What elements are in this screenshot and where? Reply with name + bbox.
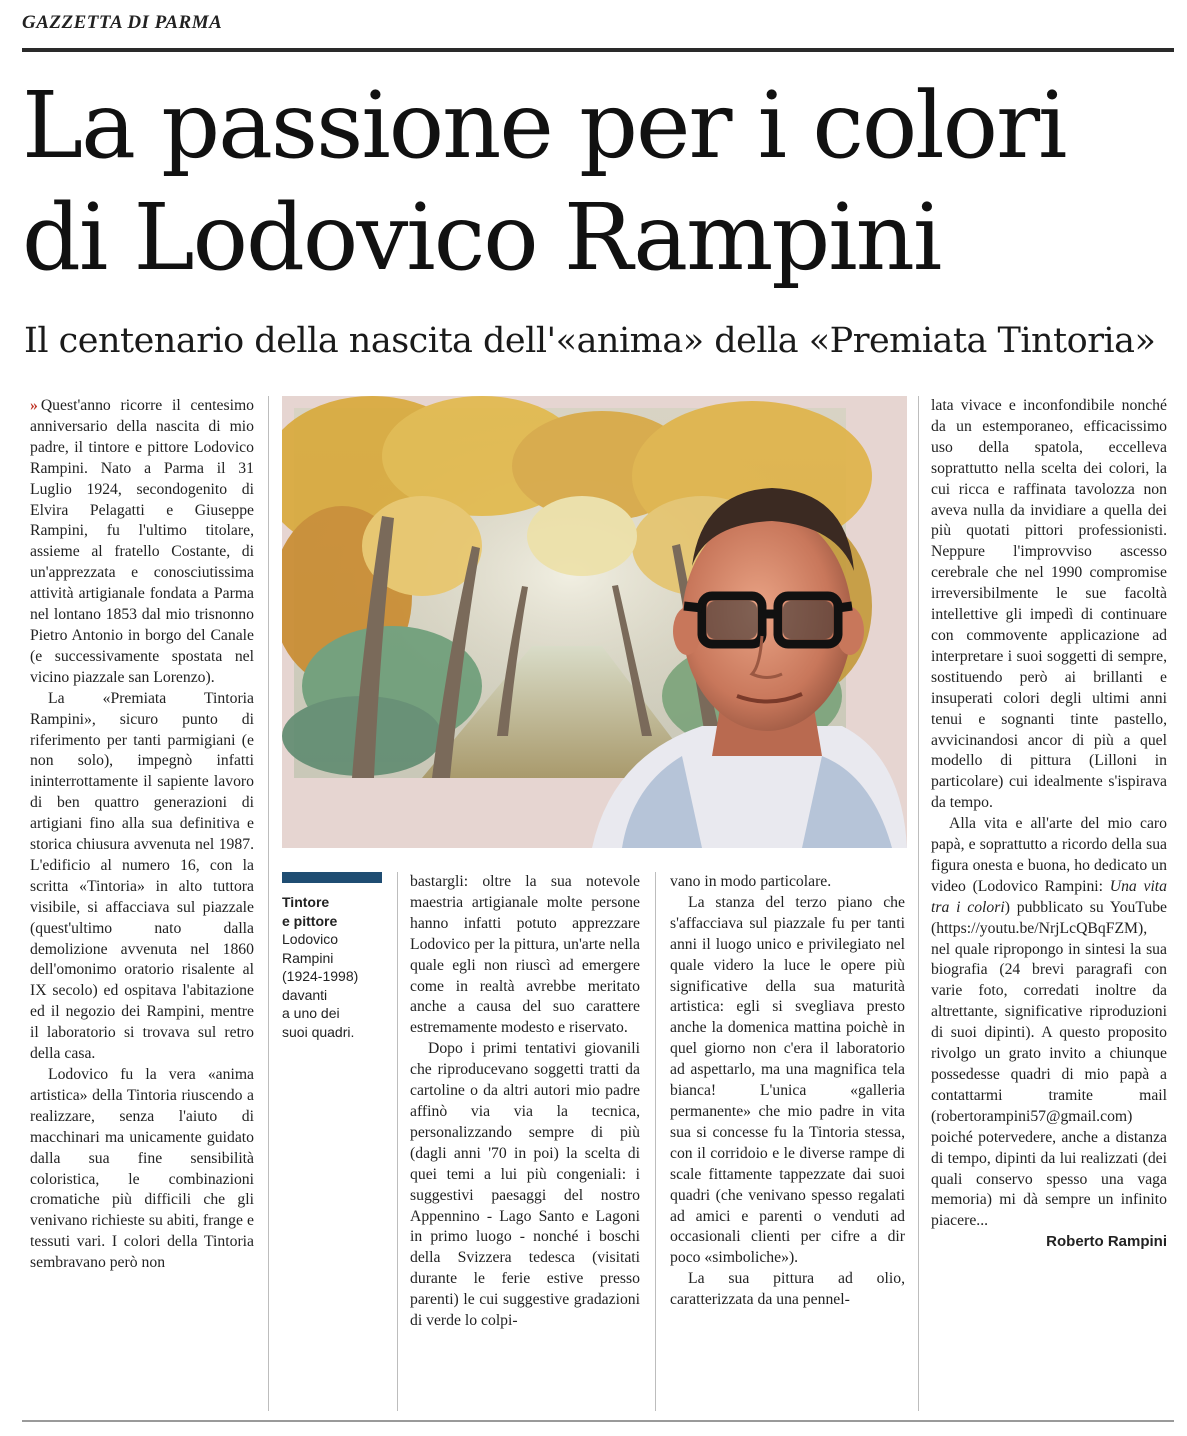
caption-line: Rampini <box>282 949 334 966</box>
headline-line-1: La passione per i colori <box>22 72 1066 179</box>
caption-line: Lodovico <box>282 931 339 947</box>
top-rule <box>22 48 1174 52</box>
paragraph: La stanza del terzo piano che s'affacciava sul piazzale fu per tanti anni il luogo unico e privilegiato nel quale videro la luce le opere più significative della sua maturità artistica: egli si svegliava presto anche la domenica mattina poichè in quel giorno non c'era il laboratorio ad aspettarlo, ma una magnifica tela bianca! L'unica «galleria permanente» che mio padre in vita sua si concesse fu la Tintoria stessa, con il corridoio e le diverse rampe di scale fittamente tappezzate dai suoi quadri (che venivano spesso regalati ad amici e parenti o venduti ad occasionali clienti per cifre a dir poco «simboliche»). <box>670 893 905 1267</box>
article-column-4 <box>670 872 905 1311</box>
bottom-rule <box>22 1420 1174 1422</box>
column-divider <box>397 872 398 1411</box>
paragraph: » Quest'anno ricorre il centesimo anniversario della nascita di mio padre, il tintore e pittore Lodovico Rampini. Nato a Parma il 31 Luglio 1924, secondogenito di Elvira Pelagatti e Giuseppe Rampini, fu l'ultimo titolare, assieme al fratello Costante, di un'apprezzata e conosciutissima attività artigianale fondata a Parma nel lontano 1853 dal mio trisnonno Pietro Antonio in borgo del Canale (e successivamente spostata nel vicino piazzale san Lorenzo). <box>30 397 254 686</box>
caption-line: (1924-1998) <box>282 968 359 984</box>
column-divider <box>918 396 919 1411</box>
photo-caption <box>282 872 387 1041</box>
article-column-3 <box>410 872 640 1332</box>
caption-line: a uno dei <box>282 1005 340 1021</box>
paragraph: Dopo i primi tentativi giovanili che riproducevano soggetti tratti da cartoline o da altri autori mio padre affinò via via la tecnica, personalizzando sempre di più (dagli anni '70 in poi) la scelta di quei temi a lui più congeniali: i suggestivi paesaggi del nostro Appennino - Lago Santo e Lagoni in primo luogo - nonché i boschi della Svizzera tedesca (visitati durante le ferie estive presso parenti) le cui suggestive gradazioni di verde lo colpi- <box>410 1040 640 1330</box>
paragraph: lata vivace e inconfondibile nonché da un estemporaneo, efficacissimo uso della spatola, eccelleva soprattutto nella scelta dei colori, la cui ricca e raffinata tavolozza non aveva nulla da invidiare a quella dei più quotati pittori professionisti. Neppure l'improvviso ascesso cerebrale che nel 1990 compromise irreversibilmente le sue facoltà intellettive gli impedì di continuare con commovente applicazione ad interpretare i suoi soggetti di sempre, sostituendo però ai brillanti e insuperati colori degli ultimi anni tenui e sognanti tinte pastello, avvicinandosi ancor di più a quel modello di pittura (Lilloni in particolare) cui idealmente s'ispirava da tempo. <box>931 397 1167 812</box>
quote-marker-icon: » <box>30 397 38 414</box>
caption-line: suoi quadri. <box>282 1023 355 1040</box>
article-column-5 <box>931 396 1167 1253</box>
column-divider <box>655 872 656 1411</box>
headline-line-2: di Lodovico Rampini <box>22 184 941 291</box>
article-column-1 <box>30 396 254 1274</box>
caption-title: Tintore <box>282 894 330 910</box>
photo-painter-with-painting <box>282 396 907 848</box>
author-signature: Roberto Rampini <box>1046 1233 1167 1251</box>
video-title: Una vita tra i colori <box>931 877 1168 916</box>
caption-line: davanti <box>282 986 328 1003</box>
headline <box>22 70 1172 294</box>
paragraph: vano in modo particolare. <box>670 873 832 890</box>
subheadline: Il centenario della nascita dell'«anima» della «Premiata Tintoria» <box>24 321 1156 361</box>
paragraph: Lodovico fu la vera «anima artistica» della Tintoria riuscendo a realizzare, senza l'aiuto di macchinari ma unicamente guidato dalla sua fine sensibilità coloristica, le combinazioni cromatiche più difficili che gli venivano richieste su abiti, frange e tessuti vari. I colori della Tintoria sembravano però non <box>30 1066 254 1272</box>
column-divider <box>268 396 269 1411</box>
paragraph: bastargli: oltre la sua notevole maestria artigianale molte persone hanno infatti potuto apprezzare Lodovico per la pittura, un'arte nella quale egli non riuscì ad emergere come in realtà avrebbe meritato anche a causa del suo carattere estremamente modesto e riservato. <box>410 873 640 1037</box>
caption-title: e pittore <box>282 912 338 929</box>
caption-accent-bar <box>282 872 382 883</box>
paragraph: La sua pittura ad olio, caratterizzata da una pennel- <box>670 1270 905 1309</box>
masthead: GAZZETTA DI PARMA <box>22 12 223 33</box>
photo-illustration <box>282 396 907 848</box>
paragraph: La «Premiata Tintoria Rampini», sicuro punto di riferimento per tanti parmigiani (e non solo), impegnò infatti ininterrottamente il sapiente lavoro di ben quattro generazioni di artigiani fino alla sua definitiva e storica chiusura avvenuta nel 1987. L'edificio al numero 16, con la scritta «Tintoria» in alto tuttora visibile, si affacciava sul piazzale (quest'ultimo nato dalla demolizione avvenuta nel 1860 dell'omonimo oratorio risalente al IX secolo) ed ospitava l'abitazione ed il negozio dei Rampini, mentre il laboratorio si trovava sul retro della casa. <box>30 689 254 1063</box>
paragraph: Alla vita e all'arte del mio caro papà, e soprattutto a ricordo della sua figura onesta e buona, ho dedicato un video (Lodovico Rampini: Una vita tra i colori) pubblicato su YouTube (https://youtu.be/NrjLcQBqFZM), nel quale ripropongo in sintesi la sua biografia (24 brevi paragrafi con varie foto, corredati inoltre da altrettante, significative riproduzioni di suoi dipinti). A questo proposito rivolgo un grato invito a chiunque possedesse quadri di mio papà a contattarmi tramite mail (robertorampini57@gmail.com) poiché potervedere, anche a distanza di tempo, dipinti da lui realizzati (dei quali conservo spesso una vaga memoria) mi dà sempre un infinito piacere... <box>931 815 1168 1230</box>
